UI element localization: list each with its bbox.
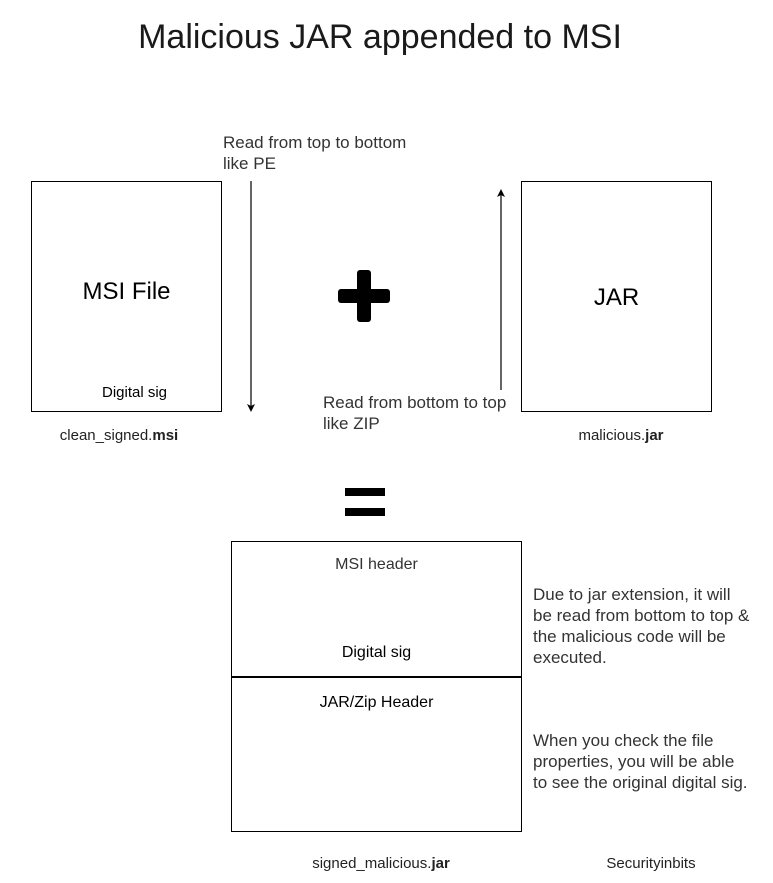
signed-malicious-jar-box xyxy=(231,541,522,832)
jar-file-label: JAR xyxy=(593,284,640,311)
msi-filename-ext: msi xyxy=(152,427,179,444)
jar-filename-prefix: malicious. xyxy=(578,427,646,444)
explanation-execution-line1: Due to jar extension, it will xyxy=(533,585,731,604)
plus-icon xyxy=(338,270,390,322)
result-jar-header-label: JAR/Zip Header xyxy=(319,694,434,711)
explanation-digital-sig-line1: When you check the file xyxy=(533,731,714,750)
result-digital-sig-label: Digital sig xyxy=(341,644,412,661)
credit-label: Securityinbits xyxy=(606,855,696,872)
note-bottom-to-top-line1: Read from bottom to top xyxy=(323,393,507,412)
explanation-execution-line3: the malicious code will be xyxy=(533,627,726,646)
note-bottom-to-top-line2: like ZIP xyxy=(323,414,380,433)
msi-filename-prefix: clean_signed. xyxy=(59,427,153,444)
equals-icon xyxy=(345,488,385,516)
diagram-title: Malicious JAR appended to MSI xyxy=(138,18,622,56)
result-filename-ext: jar xyxy=(431,855,450,872)
msi-digital-sig-label: Digital sig xyxy=(102,384,168,401)
explanation-execution-line2: be read from bottom to top & xyxy=(533,606,750,625)
explanation-digital-sig xyxy=(533,730,748,793)
explanation-digital-sig-line3: to see the original digital sig. xyxy=(533,773,748,792)
explanation-execution xyxy=(533,584,749,668)
jar-filename-ext: jar xyxy=(645,427,664,444)
result-filename-caption xyxy=(231,855,531,872)
explanation-execution-line4: executed. xyxy=(533,648,607,667)
msi-file-label: MSI File xyxy=(82,278,171,305)
note-top-to-bottom-line1: Read from top to bottom xyxy=(223,133,407,152)
result-section-divider xyxy=(232,676,521,678)
result-msi-header-label: MSI header xyxy=(335,556,418,573)
result-filename-prefix: signed_malicious. xyxy=(312,855,432,872)
explanation-digital-sig-line2: properties, you will be able xyxy=(533,752,735,771)
note-top-to-bottom-line2: like PE xyxy=(223,154,276,173)
